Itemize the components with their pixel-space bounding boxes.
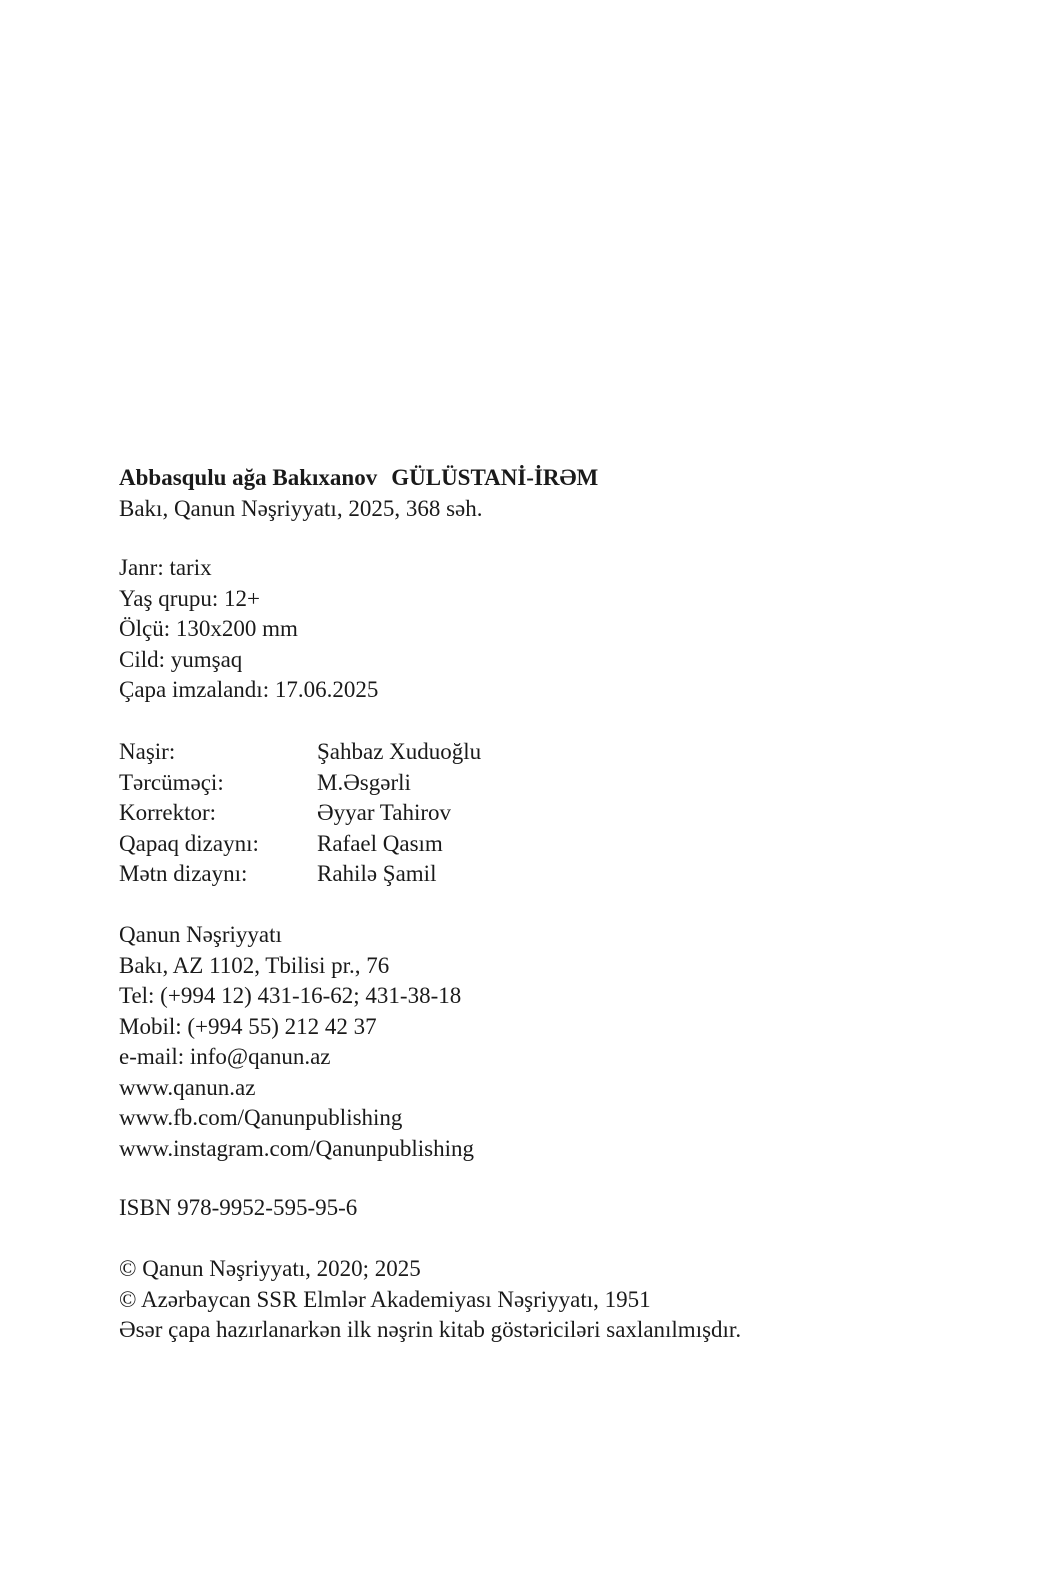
isbn: [119, 1193, 939, 1224]
credit-row-text-design: [119, 859, 939, 890]
publisher-name: Qanun Nəşriyyatı: [119, 922, 282, 947]
credit-name: Rafael Qasım: [317, 830, 443, 856]
publisher-email: e-mail: info@qanun.az: [119, 1044, 331, 1069]
publisher-phone: Tel: (+994 12) 431-16-62; 431-38-18: [119, 983, 462, 1008]
publisher-address: Bakı, AZ 1102, Tbilisi pr., 76: [119, 952, 390, 978]
credit-role: Qapaq dizaynı:: [119, 830, 259, 856]
book-details: [119, 553, 939, 706]
credit-row-publisher: [119, 737, 939, 768]
author-title-line: [119, 463, 939, 494]
copyright-line: © Qanun Nəşriyyatı, 2020; 2025: [119, 1256, 421, 1281]
credit-role: Naşir:: [119, 739, 176, 764]
detail-binding: Cild: yumşaq: [119, 646, 243, 672]
detail-signed-to-print: Çapa imzalandı: 17.06.2025: [119, 677, 379, 702]
edition-note: Əsər çapa hazırlanarkən ilk nəşrin kitab göstəriciləri saxlanılmışdır.: [119, 1317, 742, 1342]
credit-role: Tərcüməçi:: [119, 769, 224, 795]
credit-role: Korrektor:: [119, 800, 217, 825]
credit-row-cover-design: [119, 829, 939, 860]
publisher-instagram: www.instagram.com/Qanunpublishing: [119, 1135, 474, 1161]
detail-size: Ölçü: 130x200 mm: [119, 616, 298, 641]
credit-role: Mətn dizaynı:: [119, 861, 248, 886]
credit-name: M.Əsgərli: [317, 769, 411, 795]
publisher-mobile: Mobil: (+994 55) 212 42 37: [119, 1013, 377, 1039]
detail-age-group: Yaş qrupu: 12+: [119, 585, 260, 611]
credit-row-translator: [119, 768, 939, 799]
publisher-website: www.qanun.az: [119, 1074, 256, 1100]
book-title: GÜLÜSTANİ-İRƏM: [391, 465, 599, 490]
detail-genre: Janr: tarix: [119, 555, 212, 580]
publisher-facebook: www.fb.com/Qanunpublishing: [119, 1105, 403, 1130]
credits-list: [119, 737, 939, 890]
copyright-line: © Azərbaycan SSR Elmlər Akademiyası Nəşriyyatı, 1951: [119, 1286, 651, 1312]
author-name: Abbasqulu ağa Bakıxanov: [119, 465, 378, 490]
isbn-number: ISBN 978-9952-595-95-6: [119, 1195, 358, 1220]
credit-row-proofreader: [119, 798, 939, 829]
imprint-line: Bakı, Qanun Nəşriyyatı, 2025, 368 səh.: [119, 495, 483, 521]
book-heading: [119, 463, 939, 524]
credit-name: Şahbaz Xuduoğlu: [317, 739, 482, 764]
copyright-notice: [119, 1254, 939, 1346]
credit-name: Əyyar Tahirov: [317, 800, 452, 825]
publisher-contacts: [119, 920, 939, 1164]
credit-name: Rahilə Şamil: [317, 861, 437, 886]
